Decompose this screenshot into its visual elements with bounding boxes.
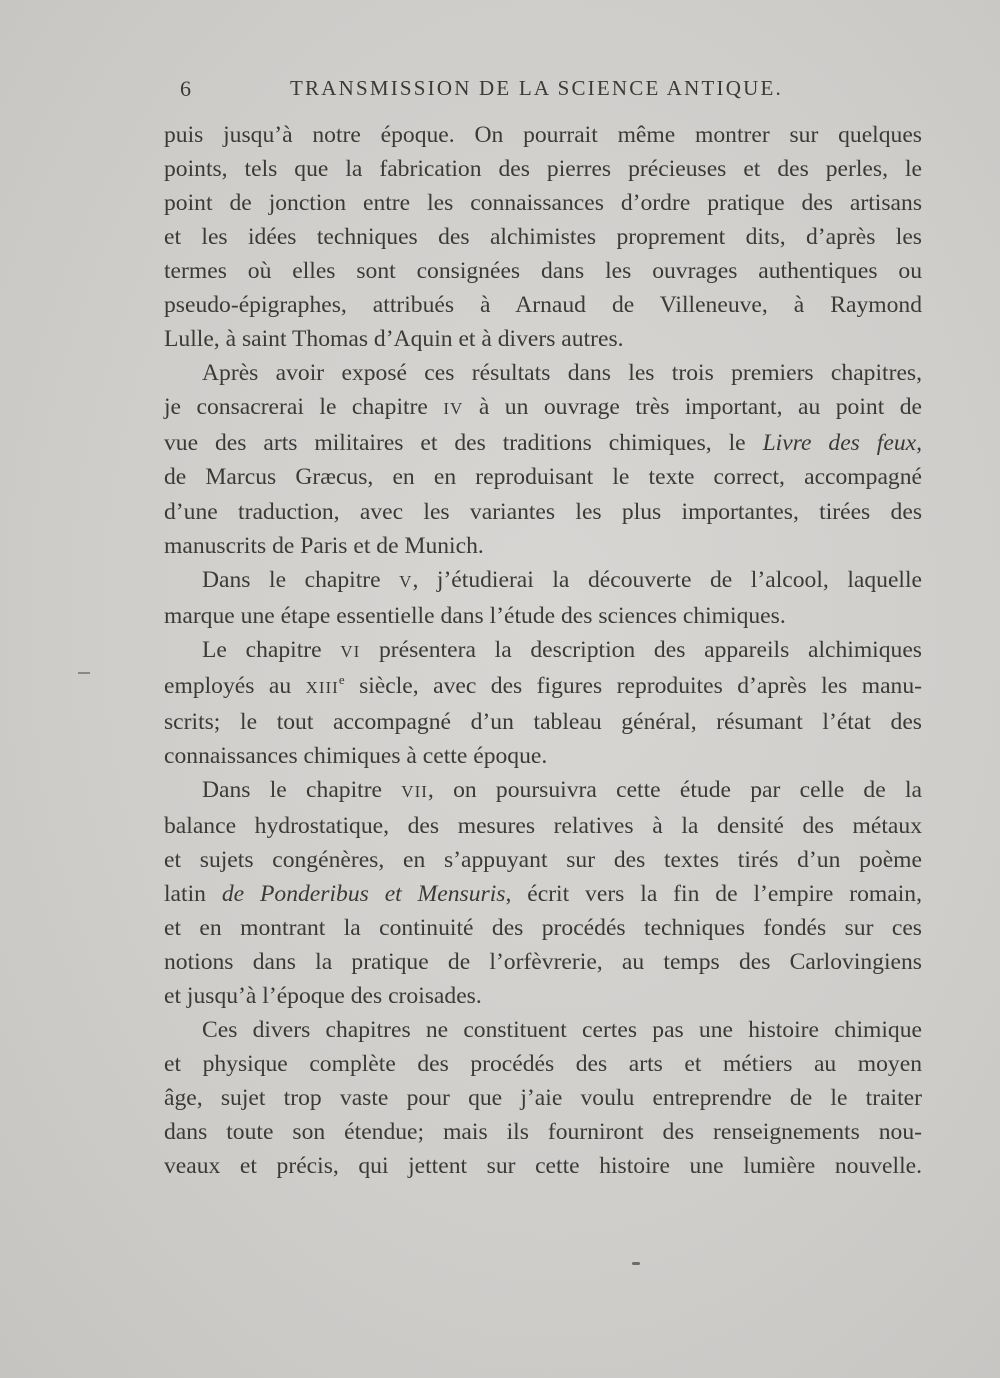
text-fragment: Le chapitre <box>202 636 341 663</box>
paper-speck <box>632 1262 640 1265</box>
text-fragment: Dans le chapitre <box>202 776 402 803</box>
text-fragment: latin <box>164 881 222 908</box>
text-line: connaissances chimiques à cette époque. <box>164 742 548 769</box>
text-fragment: employés au <box>164 672 306 699</box>
text-line: d’une traduction, avec les variantes les plus importantes, tirées des <box>164 498 922 525</box>
text-line: et les idées techniques des alchimistes proprement dits, d’après les <box>164 224 922 251</box>
italic-title: de Ponderibus et Mensuris <box>221 881 506 908</box>
roman-numeral: XIII <box>305 677 339 697</box>
text-line: termes où elles sont consignées dans les ouvrages authentiques ou <box>164 258 922 285</box>
text-line: âge, sujet trop vaste pour que j’aie voulu entreprendre de le traiter <box>164 1085 922 1112</box>
roman-numeral: VI <box>340 641 361 661</box>
text-line: pseudo-épigraphes, attribués à Arnaud de Villeneuve, à Raymond <box>164 292 922 319</box>
italic-title: Livre des feux, <box>762 430 922 457</box>
text-line <box>164 773 922 809</box>
text-line: point de jonction entre les connaissances d’ordre pratique des artisans <box>164 190 922 217</box>
text-fragment: Dans le chapitre <box>202 566 400 593</box>
superscript: e <box>338 671 345 687</box>
roman-numeral: VII <box>401 781 428 801</box>
text-fragment: présentera la description des appareils alchimiques <box>360 636 922 663</box>
text-line <box>164 426 922 460</box>
text-line: dans toute son étendue; mais ils fourniront des renseignements nou- <box>164 1119 922 1146</box>
text-line: de Marcus Græcus, en en reproduisant le texte correct, accompagné <box>164 464 922 491</box>
roman-numeral: V <box>399 571 413 591</box>
text-line: puis jusqu’à notre époque. On pourrait même montrer sur quelques <box>164 122 922 148</box>
text-line: Lulle, à saint Thomas d’Aquin et à divers autres. <box>164 326 624 353</box>
text-fragment: vue des arts militaires et des traditions chimiques, le <box>164 430 763 457</box>
text-line <box>164 563 922 599</box>
text-line: Après avoir exposé ces résultats dans les trois premiers chapitres, <box>202 360 922 387</box>
text-line: manuscrits de Paris et de Munich. <box>164 532 484 559</box>
text-line: balance hydrostatique, des mesures relatives à la densité des métaux <box>164 812 922 839</box>
text-line: et en montrant la continuité des procédés techniques fondés sur ces <box>164 915 922 942</box>
roman-numeral: IV <box>443 399 464 419</box>
text-line: marque une étape essentielle dans l’étude des sciences chimiques. <box>164 602 786 629</box>
text-line <box>164 877 922 911</box>
text-line: et sujets congénères, en s’appuyant sur des textes tirés d’un poème <box>164 846 922 873</box>
text-fragment: , j’étudierai la découverte de l’alcool, laquelle <box>412 566 922 593</box>
body-text <box>164 118 922 1183</box>
text-line <box>164 669 922 705</box>
text-line <box>164 390 922 426</box>
text-line: points, tels que la fabrication des pierres précieuses et des perles, le <box>164 156 922 183</box>
text-line: Ces divers chapitres ne constituent certes pas une histoire chimique <box>202 1017 922 1044</box>
text-fragment: siècle, avec des figures reproduites d’après les manu- <box>344 672 922 699</box>
text-line: scrits; le tout accompagné d’un tableau général, résumant l’état des <box>164 708 922 735</box>
text-line: et jusqu’à l’époque des croisades. <box>164 983 482 1010</box>
text-fragment: , on poursuivra cette étude par celle de la <box>427 776 922 803</box>
text-fragment: , écrit vers la fin de l’empire romain, <box>505 881 922 908</box>
running-title: TRANSMISSION DE LA SCIENCE ANTIQUE. <box>290 76 783 100</box>
text-fragment: à un ouvrage très important, au point de <box>463 394 922 421</box>
text-line <box>164 633 922 669</box>
text-line: notions dans la pratique de l’orfèvrerie, au temps des Carlovingiens <box>164 949 922 976</box>
margin-mark <box>78 672 90 674</box>
page-number: 6 <box>180 76 191 101</box>
text-line: et physique complète des procédés des arts et métiers au moyen <box>164 1051 922 1078</box>
running-head <box>180 76 820 106</box>
text-fragment: je consacrerai le chapitre <box>164 394 444 421</box>
text-line: veaux et précis, qui jettent sur cette histoire une lumière nouvelle. <box>164 1153 922 1180</box>
